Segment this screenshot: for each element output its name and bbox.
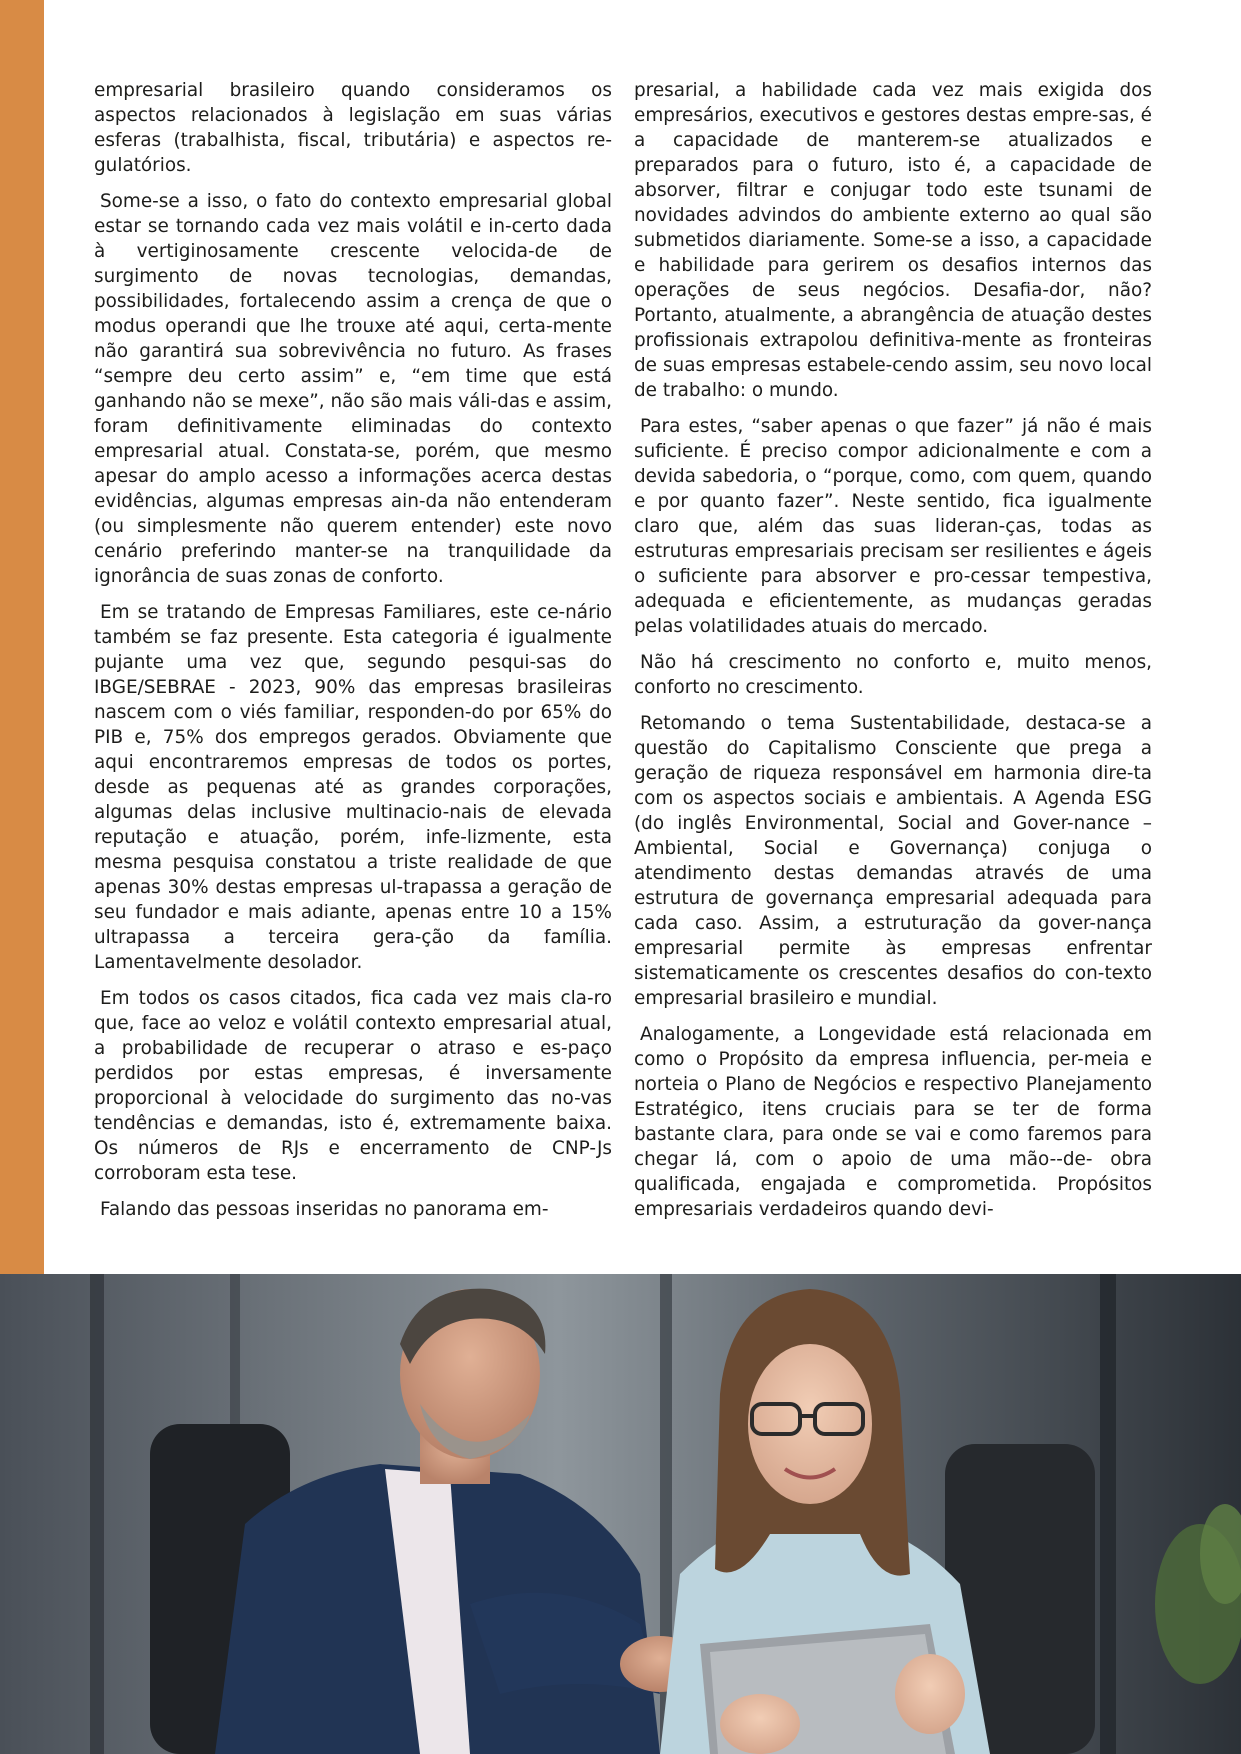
photo-illustration [0,1274,1241,1754]
paragraph: Some-se a isso, o fato do contexto empresarial global estar se tornando cada vez mais volátil e in-certo dada à vertiginosamente crescente velocida-de de surgimento de novas tecnologias, demandas, possibilidades, fortalecendo assim a crença de que o modus operandi que lhe trouxe até aqui, certa-mente não garantirá sua sobrevivência no futuro. As frases “sempre deu certo assim” e, “em time que está ganhando não se mexe”, não são mais váli-das e assim, foram definitivamente eliminadas do contexto empresarial atual. Constata-se, porém, que mesmo apesar do amplo acesso a informações acerca destas evidências, algumas empresas ain-da não entenderam (ou simplesmente não querem entender) este novo cenário preferindo manter-se na tranquilidade da ignorância de suas zonas de conforto. [94,191,613,587]
business-photo [0,1274,1241,1754]
paragraph: presarial, a habilidade cada vez mais exigida dos empresários, executivos e gestores destas empre-sas, é a capacidade de manterem-se atualizados e preparados para o futuro, isto é, a capacidade de absorver, filtrar e conjugar todo este tsunami de novidades advindos do ambiente externo ao qual são submetidos diariamente. Some-se a isso, a capacidade e habilidade para gerirem os desafios internos das operações de seus negócios. Desafia-dor, não? Portanto, atualmente, a abrangência de atuação destes profissionais extrapolou definitiva-mente as fronteiras de suas empresas estabele-cendo assim, seu novo local de trabalho: o mundo. [634,80,1152,401]
paragraph: empresarial brasileiro quando consideramos os aspectos relacionados à legislação em suas várias esferas (trabalhista, fiscal, tributária) e aspectos re-gulatórios. [94,80,612,176]
paragraph: Para estes, “saber apenas o que fazer” já não é mais suficiente. É preciso compor adicionalmente e com a devida sabedoria, o “porque, como, com quem, quando e por quanto fazer”. Neste sentido, fica igualmente claro que, além das suas lideran-ças, todas as estruturas empresariais precisam ser resilientes e ágeis o suficiente para absorver e pro-cessar tempestiva, adequada e eficientemente, as mudanças geradas pelas volatilidades atuais do mercado. [634,416,1152,637]
article-column-right [634,78,1152,1233]
article-column-left [94,78,612,1233]
paragraph: Em todos os casos citados, fica cada vez mais cla-ro que, face ao veloz e volátil contexto empresarial atual, a probabilidade de recuperar o atraso e es-paço perdidos por estas empresas, é inversamente proporcional à velocidade do surgimento das no-vas tendências e demandas, isto é, extremamente baixa. Os números de RJs e encerramento de CNP-Js corroboram esta tese. [94,988,612,1184]
paragraph: Retomando o tema Sustentabilidade, destaca-se a questão do Capitalismo Consciente que prega a geração de riqueza responsável em harmonia dire-ta com os aspectos sociais e ambientais. A Agenda ESG (do inglês Environmental, Social and Gover-nance – Ambiental, Social e Governança) conjuga o atendimento destas demandas através de uma estrutura de governança empresarial adequada para cada caso. Assim, a estruturação da gover-nança empresarial permite às empresas enfrentar sistematicamente os crescentes desafios do con-texto empresarial brasileiro e mundial. [634,713,1152,1009]
accent-side-stripe [0,0,44,1274]
paragraph: Não há crescimento no conforto e, muito menos, conforto no crescimento. [634,652,1152,698]
paragraph: Em se tratando de Empresas Familiares, este ce-nário também se faz presente. Esta categoria é igualmente pujante uma vez que, segundo pesqui-sas do IBGE/SEBRAE - 2023, 90% das empresas brasileiras nascem com o viés familiar, responden-do por 65% do PIB e, 75% dos empregos gerados. Obviamente que aqui encontraremos empresas de todos os portes, desde as pequenas até as grandes corporações, algumas delas inclusive multinacio-nais de elevada reputação e atuação, porém, infe-lizmente, esta mesma pesquisa constatou a triste realidade de que apenas 30% destas empresas ul-trapassa a geração de seu fundador e mais adiante, apenas entre 10 a 15% ultrapassa a terceira gera-ção da família. Lamentavelmente desolador. [94,602,612,973]
paragraph: Analogamente, a Longevidade está relacionada em como o Propósito da empresa influencia, per-meia e norteia o Plano de Negócios e respectivo Planejamento Estratégico, itens cruciais para se ter de forma bastante clara, para onde se vai e como faremos para chegar lá, com o apoio de uma mão--de- obra qualificada, engajada e comprometida. Propósitos empresariais verdadeiros quando devi- [634,1024,1152,1220]
paragraph: Falando das pessoas inseridas no panorama em- [100,1199,549,1220]
